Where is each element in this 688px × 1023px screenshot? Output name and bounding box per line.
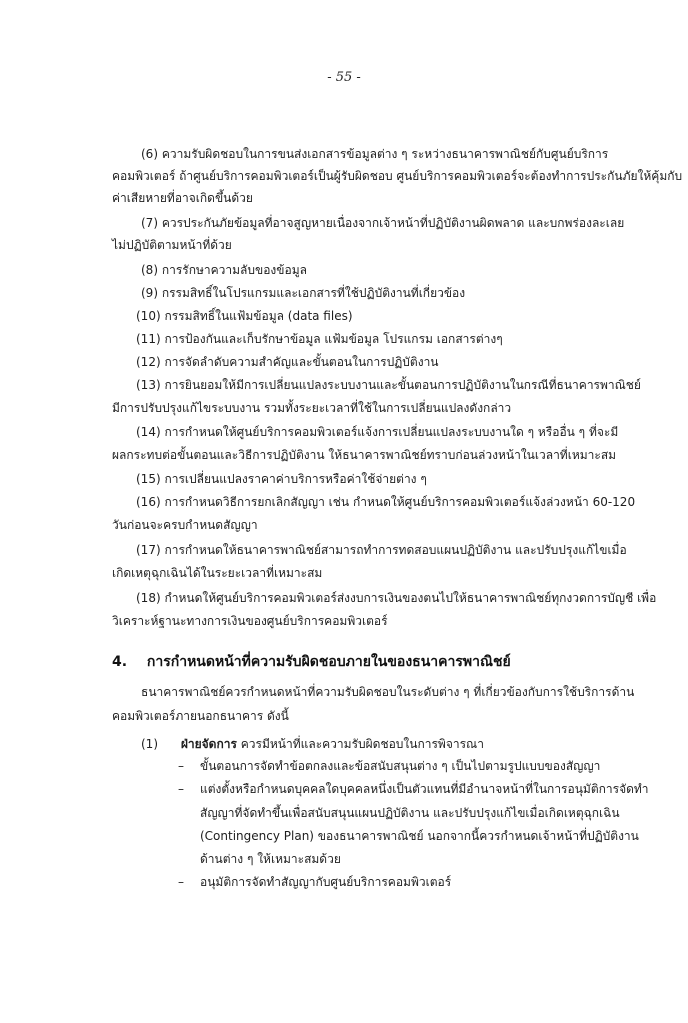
subsection-title: ฝ่ายจัดการ [180, 737, 237, 751]
item-14-continuation: ผลกระทบต่อขั้นตอนและวิธีการปฏิบัติงาน ให้ธนาคารพาณิชย์ทราบก่อนล่วงหน้าในเวลาที่เหมาะสม [112, 448, 617, 462]
bullet-2-line-4: ด้านต่าง ๆ ให้เหมาะสมด้วย [200, 852, 341, 866]
item-12 [136, 355, 439, 369]
item-text: การกำหนดให้ศูนย์บริการคอมพิวเตอร์แจ้งการเปลี่ยนแปลงระบบงานใด ๆ หรืออื่น ๆ ที่จะมี [164, 425, 619, 439]
item-8 [141, 263, 307, 277]
item-7 [141, 216, 624, 230]
item-text: ควรประกันภัยข้อมูลที่อาจสูญหายเนื่องจากเจ้าหน้าที่ปฏิบัติงานผิดพลาด และบกพร่องละเลย [161, 216, 625, 230]
item-13 [136, 378, 641, 392]
item-number: (15) [136, 472, 161, 486]
item-text: ความรับผิดชอบในการขนส่งเอกสารข้อมูลต่าง ๆ ระหว่างธนาคารพาณิชย์กับศูนย์บริการ [161, 147, 609, 161]
bullet-2-line-2: สัญญาที่จัดทำขึ้นเพื่อสนับสนุนแผนปฏิบัติงาน และปรับปรุงแก้ไขเมื่อเกิดเหตุฉุกเฉิน [200, 806, 620, 820]
item-10 [136, 309, 353, 323]
item-18-continuation: วิเคราะห์ฐานะทางการเงินของศูนย์บริการคอมพิวเตอร์ [112, 614, 388, 628]
item-number: (6) [141, 147, 158, 161]
item-text: การจัดลำดับความสำคัญและขั้นตอนในการปฏิบัติงาน [164, 355, 439, 369]
section-intro-line-2: คอมพิวเตอร์ภายนอกธนาคาร ดังนี้ [112, 709, 289, 723]
bullet-mark: – [178, 782, 184, 796]
item-6 [141, 147, 608, 161]
item-9 [141, 286, 465, 300]
section-heading [112, 651, 511, 673]
item-6-continuation-2: ค่าเสียหายที่อาจเกิดขึ้นด้วย [112, 191, 253, 205]
item-number: (7) [141, 216, 158, 230]
section-title: การกำหนดหน้าที่ความรับผิดชอบภายในของธนาคารพาณิชย์ [146, 654, 511, 670]
item-number: (17) [136, 543, 161, 557]
item-number: (8) [141, 263, 158, 277]
item-text: การเปลี่ยนแปลงราคาค่าบริการหรือค่าใช้จ่ายต่าง ๆ [164, 472, 427, 486]
item-6-continuation: คอมพิวเตอร์ ถ้าศูนย์บริการคอมพิวเตอร์เป็นผู้รับผิดชอบ ศูนย์บริการคอมพิวเตอร์จะต้องทำการประกันภัยให้คุ้มกับ [112, 169, 683, 183]
item-17-continuation: เกิดเหตุฉุกเฉินได้ในระยะเวลาที่เหมาะสม [112, 566, 323, 580]
item-number: (16) [136, 495, 161, 509]
item-11 [136, 332, 503, 346]
subsection-description: ควรมีหน้าที่และความรับผิดชอบในการพิจารณา [240, 737, 484, 751]
item-15 [136, 472, 427, 486]
item-text: กำหนดให้ศูนย์บริการคอมพิวเตอร์ส่งงบการเงินของตนไปให้ธนาคารพาณิชย์ทุกงวดการบัญชี เพื่อ [164, 591, 657, 605]
item-text: กรรมสิทธิ์ในโปรแกรมและเอกสารที่ใช้ปฏิบัติงานที่เกี่ยวข้อง [161, 286, 466, 300]
item-text: การป้องกันและเก็บรักษาข้อมูล แฟ้มข้อมูล โปรแกรม เอกสารต่างๆ [164, 332, 503, 346]
item-number: (9) [141, 286, 158, 300]
item-16 [136, 495, 635, 509]
item-text: การกำหนดวิธีการยกเลิกสัญญา เช่น กำหนดให้ศูนย์บริการคอมพิวเตอร์แจ้งล่วงหน้า 60-120 [164, 495, 636, 509]
item-number: (14) [136, 425, 161, 439]
bullet-mark: – [178, 759, 184, 773]
item-number: (12) [136, 355, 161, 369]
section-number: 4. [112, 654, 128, 670]
page-number: - 55 - [327, 70, 361, 85]
bullet-2-line-3: (Contingency Plan) ของธนาคารพาณิชย์ นอกจากนี้ควรกำหนดเจ้าหน้าที่ปฏิบัติงาน [200, 829, 639, 843]
item-13-continuation: มีการปรับปรุงแก้ไขระบบงาน รวมทั้งระยะเวลาที่ใช้ในการเปลี่ยนแปลงดังกล่าว [112, 401, 512, 415]
item-14 [136, 425, 618, 439]
bullet-mark: – [178, 875, 184, 889]
item-17 [136, 543, 627, 557]
item-text: กรรมสิทธิ์ในแฟ้มข้อมูล (data files) [164, 309, 353, 323]
item-text: การยินยอมให้มีการเปลี่ยนแปลงระบบงานและขั้นตอนการปฏิบัติงานในกรณีที่ธนาคารพาณิชย์ [164, 378, 641, 392]
subsection-number: (1) [141, 737, 158, 751]
item-text: การกำหนดให้ธนาคารพาณิชย์สามารถทำการทดสอบแผนปฏิบัติงาน และปรับปรุงแก้ไขเมื่อ [164, 543, 627, 557]
item-16-continuation: วันก่อนจะครบกำหนดสัญญา [112, 518, 258, 532]
item-number: (13) [136, 378, 161, 392]
item-text: การรักษาความลับของข้อมูล [161, 263, 307, 277]
item-number: (18) [136, 591, 161, 605]
subsection-management [141, 737, 484, 751]
item-7-continuation: ไม่ปฏิบัติตามหน้าที่ด้วย [112, 238, 232, 252]
bullet-2-line-1: แต่งตั้งหรือกำหนดบุคคลใดบุคคลหนึ่งเป็นตัวแทนที่มีอำนาจหน้าที่ในการอนุมัติการจัดทำ [200, 782, 649, 796]
item-number: (10) [136, 309, 161, 323]
item-number: (11) [136, 332, 161, 346]
section-intro-line-1: ธนาคารพาณิชย์ควรกำหนดหน้าที่ความรับผิดชอบในระดับต่าง ๆ ที่เกี่ยวข้องกับการใช้บริการด้าน [141, 685, 635, 699]
bullet-3-text: อนุมัติการจัดทำสัญญากับศูนย์บริการคอมพิวเตอร์ [200, 875, 452, 889]
bullet-1-text: ขั้นตอนการจัดทำข้อตกลงและข้อสนับสนุนต่าง ๆ เป็นไปตามรูปแบบของสัญญา [200, 759, 601, 773]
item-18 [136, 591, 656, 605]
